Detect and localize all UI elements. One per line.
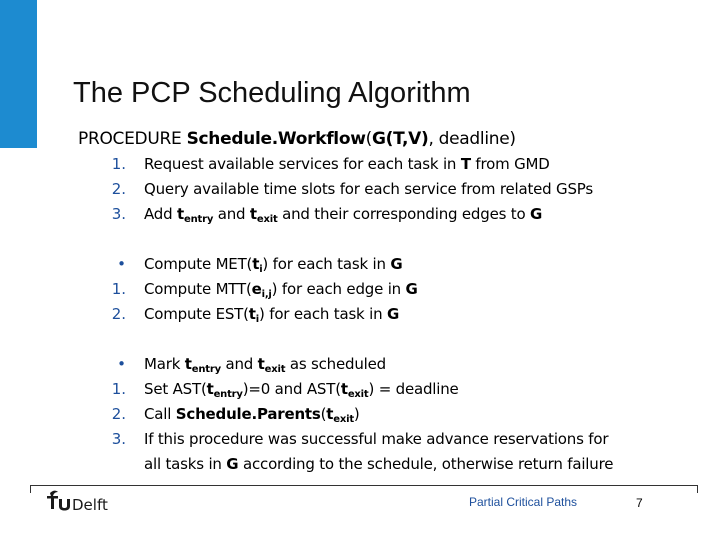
svg-text:Delft: Delft — [72, 496, 108, 514]
list-item: Call $Schedule.Parents(t_{exit})$ — [144, 405, 360, 425]
list-item-continuation: all tasks in G according to the schedule, otherwise return failure — [144, 455, 614, 473]
footer-divider-tick — [30, 485, 31, 493]
list-item: Set $AST(t_{entry})=0$ and $AST(t_{exit})$ = deadline — [144, 380, 459, 400]
list-marker: 1. — [111, 280, 126, 298]
list-item: If this procedure was successful make advance reservations for — [144, 430, 609, 448]
list-marker: 1. — [111, 380, 126, 398]
list-marker: 2. — [111, 405, 126, 423]
list-marker: • — [117, 355, 126, 373]
list-item: Query available time slots for each service from related GSPs — [144, 180, 593, 198]
list-item: Mark $t_{entry}$ and $t_{exit}$ as scheduled — [144, 355, 386, 375]
procedure-arg: G(T,V) — [371, 129, 429, 149]
list-item: Request available services for each task in T from GMD — [144, 155, 550, 173]
procedure-heading — [78, 129, 516, 149]
procedure-keyword: PROCEDURE — [78, 129, 182, 149]
procedure-open-paren: ( — [365, 129, 372, 149]
tu-delft-logo — [45, 489, 125, 519]
page-number: 7 — [636, 496, 643, 510]
accent-bar — [0, 0, 37, 148]
footer-section-title: Partial Critical Paths — [469, 495, 578, 509]
list-marker: 2. — [111, 305, 126, 323]
list-marker: 3. — [111, 430, 126, 448]
list-item: Compute $MTT(e_{i,j})$ for each edge in G — [144, 280, 418, 300]
procedure-name: Schedule.Workflow — [186, 129, 366, 149]
footer-divider-tick — [697, 485, 698, 493]
list-item: Compute $EST(t_i)$ for each task in G — [144, 305, 400, 325]
list-marker: 3. — [111, 205, 126, 223]
footer-divider — [30, 485, 698, 486]
list-marker: • — [117, 255, 126, 273]
slide-title: The PCP Scheduling Algorithm — [73, 77, 471, 109]
list-marker: 2. — [111, 180, 126, 198]
procedure-rest: , deadline) — [428, 129, 516, 149]
list-item: Compute $MET(t_i)$ for each task in G — [144, 255, 403, 275]
list-marker: 1. — [111, 155, 126, 173]
list-item: Add $t_{entry}$ and $t_{exit}$ and their corresponding edges to G — [144, 205, 543, 225]
